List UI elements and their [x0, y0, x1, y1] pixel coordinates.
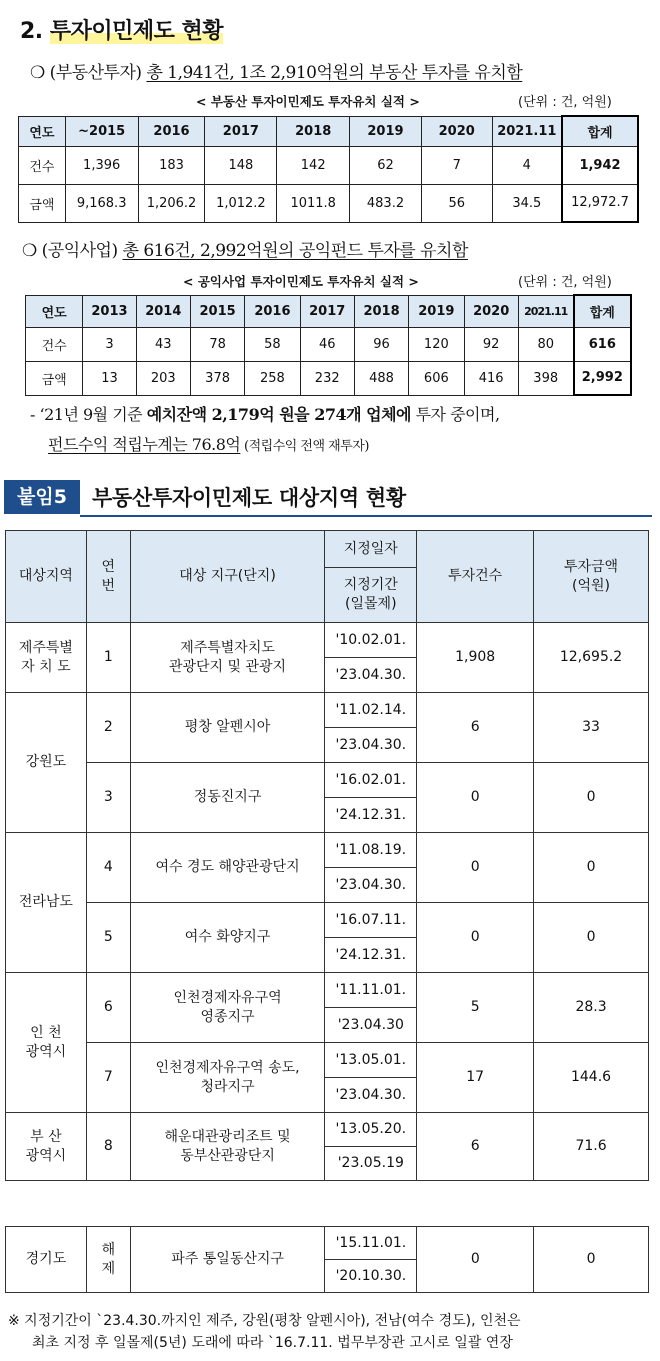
no-cell: 5: [86, 903, 130, 973]
no-cell: 7: [86, 1043, 130, 1113]
table-header-row: [6, 531, 649, 568]
count-cell: 6: [417, 1113, 534, 1181]
attachment-underline: [80, 515, 652, 517]
amount-cell: 144.6: [534, 1043, 649, 1113]
public-table: [25, 294, 632, 396]
period-cell: '23.05.19: [325, 1147, 417, 1181]
public-bullet: [22, 236, 468, 261]
no-cell: 3: [86, 763, 130, 833]
header-cell: 2021.11: [518, 295, 573, 327]
table-cell: 3: [83, 327, 136, 361]
total-cell: 1,942: [562, 146, 638, 184]
attachment-badge: 붙임5: [4, 480, 80, 514]
table-cell: 483.2: [350, 184, 422, 222]
table-cell: 1,206.2: [138, 184, 205, 222]
header-cell-total: 합계: [562, 116, 638, 146]
header-date: 지정일자: [325, 531, 417, 568]
header-cell: 2013: [83, 295, 136, 327]
note-small: (적립수익 전액 재투자): [240, 439, 369, 454]
amount-cell: 33: [534, 693, 649, 763]
region-cell: 전라남도: [6, 833, 87, 973]
count-cell: 0: [417, 1227, 534, 1293]
note-underlined: 펀드수익 적립누계는 76.8억: [48, 435, 241, 454]
count-cell: 17: [417, 1043, 534, 1113]
header-district: 대상 지구(단지): [130, 531, 325, 623]
district-cell: 여수 화양지구: [130, 903, 325, 973]
table-cell: 78: [190, 327, 244, 361]
table-cell: 232: [300, 361, 354, 395]
header-cell: 2018: [354, 295, 408, 327]
realestate-unit: (단위 : 건, 억원): [518, 95, 612, 110]
table-cell: 1,012.2: [205, 184, 277, 222]
table-cell: 13: [83, 361, 136, 395]
total-cell: 616: [574, 327, 631, 361]
table-row: [6, 1227, 649, 1260]
amount-cell: 0: [534, 903, 649, 973]
period-cell: '24.12.31.: [325, 798, 417, 833]
district-cell: 인천경제자유구역 영종지구: [130, 973, 325, 1043]
amount-cell: 12,695.2: [534, 623, 649, 693]
table-cell: 1011.8: [277, 184, 350, 222]
row-label: 건수: [19, 146, 66, 184]
district-cell: 인천경제자유구역 송도, 청라지구: [130, 1043, 325, 1113]
table-row: [26, 361, 632, 395]
section-title: [20, 14, 223, 45]
note-part: - ‘21년 9월 기준: [30, 405, 147, 424]
table-header-row: [19, 116, 639, 146]
count-cell: 1,908: [417, 623, 534, 693]
table-cell: 1,396: [65, 146, 138, 184]
footnote: [8, 1310, 521, 1354]
district-cell: 여수 경도 해양관광단지: [130, 833, 325, 903]
count-cell: 0: [417, 903, 534, 973]
header-cell: 2014: [136, 295, 190, 327]
table-row: [6, 1043, 649, 1078]
region-cell: 제주특별 자 치 도: [6, 623, 87, 693]
realestate-summary: 총 1,941건, 1조 2,910억원의 부동산 투자를 유치함: [146, 63, 523, 83]
table-row: [6, 623, 649, 658]
district-cell: 평창 알펜시아: [130, 693, 325, 763]
header-cell: 2017: [300, 295, 354, 327]
header-amount: 투자금액 (억원): [534, 531, 649, 623]
table-cell: 488: [354, 361, 408, 395]
no-cell: 1: [86, 623, 130, 693]
header-cell: 연도: [19, 116, 66, 146]
no-cell: 8: [86, 1113, 130, 1181]
table-cell: 258: [245, 361, 300, 395]
table-cell: 62: [350, 146, 422, 184]
header-cell: 연도: [26, 295, 83, 327]
region-cell: 경기도: [6, 1227, 87, 1293]
period-cell: '23.04.30.: [325, 868, 417, 903]
header-period: 지정기간 (일몰제): [325, 568, 417, 623]
header-cell: 2019: [409, 295, 464, 327]
header-region: 대상지역: [6, 531, 87, 623]
deposit-note: [30, 402, 500, 425]
bullet-marker: ❍: [22, 241, 37, 261]
public-summary: 총 616건, 2,992억원의 공익펀드 투자를 유치함: [122, 241, 468, 261]
attachment-title: 부동산투자이민제도 대상지역 현황: [92, 486, 406, 510]
date-cell: '11.11.01.: [325, 973, 417, 1008]
header-cell: 2016: [138, 116, 205, 146]
table-cell: 120: [409, 327, 464, 361]
table-row: [19, 184, 639, 222]
header-cell: 2020: [464, 295, 518, 327]
period-cell: '20.10.30.: [325, 1260, 417, 1293]
row-label: 건수: [26, 327, 83, 361]
header-cell: 2017: [205, 116, 277, 146]
header-cell: 2016: [245, 295, 300, 327]
count-cell: 0: [417, 763, 534, 833]
table-cell: 606: [409, 361, 464, 395]
amount-cell: 0: [534, 1227, 649, 1293]
period-cell: '23.04.30.: [325, 728, 417, 763]
realestate-table: [18, 115, 639, 223]
row-label: 금액: [19, 184, 66, 222]
count-cell: 0: [417, 833, 534, 903]
no-cell: 해 제: [86, 1227, 130, 1293]
no-cell: 4: [86, 833, 130, 903]
table-row: [6, 693, 649, 728]
table-row: [6, 903, 649, 938]
period-cell: '23.04.30.: [325, 1078, 417, 1113]
table-cell: 46: [300, 327, 354, 361]
bullet-marker: ❍: [30, 63, 45, 83]
total-cell: 2,992: [574, 361, 631, 395]
table-header-row: [26, 295, 632, 327]
district-cell: 해운대관광리조트 및 동부산관광단지: [130, 1113, 325, 1181]
no-cell: 6: [86, 973, 130, 1043]
period-cell: '23.04.30: [325, 1008, 417, 1043]
table-cell: 148: [205, 146, 277, 184]
note-part: 투자 중이며,: [411, 405, 500, 424]
district-cell: 제주특별자치도 관광단지 및 관광지: [130, 623, 325, 693]
region-cell: 인 천 광역시: [6, 973, 87, 1113]
fund-note: [48, 432, 369, 455]
table-cell: 9,168.3: [65, 184, 138, 222]
header-cell: 2020: [421, 116, 492, 146]
header-cell: 2021.11: [492, 116, 562, 146]
amount-cell: 28.3: [534, 973, 649, 1043]
total-cell: 12,972.7: [562, 184, 638, 222]
no-cell: 2: [86, 693, 130, 763]
header-cell: 2015: [190, 295, 244, 327]
table-row: [26, 327, 632, 361]
section-number: 2.: [20, 19, 43, 44]
district-cell: 정동진지구: [130, 763, 325, 833]
table-cell: 398: [518, 361, 573, 395]
amount-cell: 71.6: [534, 1113, 649, 1181]
table-cell: 96: [354, 327, 408, 361]
date-cell: '11.08.19.: [325, 833, 417, 868]
public-unit: (단위 : 건, 억원): [518, 275, 612, 290]
realestate-label: (부동산투자): [49, 63, 142, 83]
date-cell: '16.07.11.: [325, 903, 417, 938]
table-row: [6, 973, 649, 1008]
table-row: [19, 146, 639, 184]
district-cell: 파주 통일동산지구: [130, 1227, 325, 1293]
table-row: [6, 833, 649, 868]
table-cell: 34.5: [492, 184, 562, 222]
table-cell: 4: [492, 146, 562, 184]
count-cell: 5: [417, 973, 534, 1043]
date-cell: '13.05.01.: [325, 1043, 417, 1078]
table-cell: 416: [464, 361, 518, 395]
note-bold: 예치잔액 2,179억 원을 274개 업체에: [146, 405, 412, 424]
region-cell: 강원도: [6, 693, 87, 833]
header-cell: 2019: [350, 116, 422, 146]
region-cell: 부 산 광역시: [6, 1113, 87, 1181]
table-cell: 203: [136, 361, 190, 395]
realestate-bullet: [30, 58, 522, 83]
date-cell: '16.02.01.: [325, 763, 417, 798]
amount-cell: 0: [534, 763, 649, 833]
table-cell: 7: [421, 146, 492, 184]
date-cell: '10.02.01.: [325, 623, 417, 658]
table-row: [6, 763, 649, 798]
date-cell: '13.05.20.: [325, 1113, 417, 1147]
row-label: 금액: [26, 361, 83, 395]
cancelled-table: [5, 1226, 649, 1293]
table-cell: 58: [245, 327, 300, 361]
footnote-line: ※ 지정기간이 `23.4.30.까지인 제주, 강원(평창 알펜시아), 전남(여수 경도), 인천은: [8, 1313, 521, 1329]
table-cell: 378: [190, 361, 244, 395]
realestate-caption: < 부동산 투자이민제도 투자유치 실적 >: [196, 94, 420, 109]
header-cell: ~2015: [65, 116, 138, 146]
table-cell: 142: [277, 146, 350, 184]
public-label: (공익사업): [41, 241, 118, 261]
table-cell: 92: [464, 327, 518, 361]
amount-cell: 0: [534, 833, 649, 903]
period-cell: '24.12.31.: [325, 938, 417, 973]
section-title-text: 투자이민제도 현황: [49, 19, 224, 44]
header-cell: 2018: [277, 116, 350, 146]
table-cell: 43: [136, 327, 190, 361]
header-count: 투자건수: [417, 531, 534, 623]
table-cell: 56: [421, 184, 492, 222]
table-row: [6, 1113, 649, 1147]
table-cell: 80: [518, 327, 573, 361]
count-cell: 6: [417, 693, 534, 763]
footnote-line: 최초 지정 후 일몰제(5년) 도래에 따라 `16.7.11. 법무부장관 고시로 일괄 연장: [32, 1335, 513, 1351]
public-caption: < 공익사업 투자이민제도 투자유치 실적 >: [183, 274, 419, 289]
table-cell: 183: [138, 146, 205, 184]
header-cell-total: 합계: [574, 295, 631, 327]
date-cell: '15.11.01.: [325, 1227, 417, 1260]
region-table: [5, 530, 649, 1181]
period-cell: '23.04.30.: [325, 658, 417, 693]
date-cell: '11.02.14.: [325, 693, 417, 728]
header-no: 연 번: [86, 531, 130, 623]
